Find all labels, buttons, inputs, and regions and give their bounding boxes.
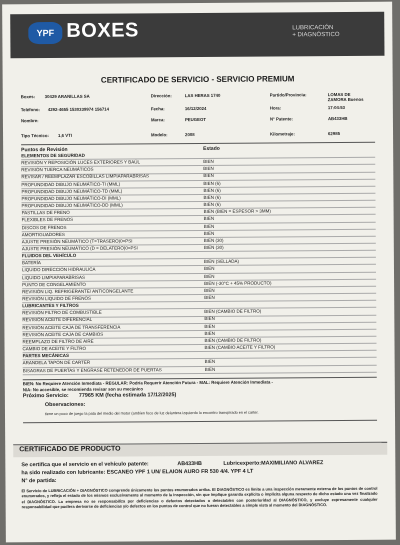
partido-label: Partido/Provincia: bbox=[269, 92, 307, 98]
proximo-value: 77965 KM (fecha estimada 17/12/2025) bbox=[78, 392, 177, 399]
revision-estado: BIEN (SELLADA) bbox=[203, 258, 239, 265]
revision-estado: BIEN (CAMBIO ACEITE Y FILTRO) bbox=[204, 344, 276, 351]
hora-label: Hora: bbox=[269, 105, 282, 111]
revision-item: CAMBIO DE ACEITE Y FILTRO bbox=[22, 345, 87, 352]
divider-observaciones bbox=[23, 420, 377, 423]
revision-estado: BIEN bbox=[204, 294, 215, 300]
revision-estado: BIEN (6) bbox=[203, 180, 221, 186]
observaciones-label: Observaciones: bbox=[44, 401, 86, 409]
partido-value-1: LOMAS DE bbox=[327, 91, 351, 98]
revision-estado: BIEN bbox=[203, 266, 215, 272]
producto-line-1: Se certifica que el servicio en el vehículo patente: bbox=[21, 461, 149, 469]
hora-value: 17:04:53 bbox=[327, 104, 346, 111]
revision-estado: BIEN bbox=[203, 159, 214, 165]
producto-lubricexperto: Lubricexperto:MAXIMILIANO ALVAREZ bbox=[223, 460, 324, 467]
row-divider bbox=[22, 228, 376, 231]
boxes-label: Boxes: bbox=[20, 94, 36, 100]
telefono-value: 4292-4655 1530339974 156714 bbox=[47, 106, 110, 113]
marca-value: PEUGEOT bbox=[184, 116, 206, 123]
revision-item: REVISIÓN ACEITE CAJA DE TRANSFERENCIA bbox=[22, 324, 121, 330]
row-divider bbox=[22, 221, 376, 224]
section-heading: LUBRICANTES Y FILTROS bbox=[22, 302, 79, 309]
telefono-label: Teléfono: bbox=[20, 107, 40, 113]
fecha-label: Fecha: bbox=[150, 106, 165, 112]
patente-value: AB433HB bbox=[327, 115, 348, 122]
observaciones-value: tiene un poco de juego la pata del medio del motor (ambien foco de luz delantera izquierdo lo encontro transpirado en el carter. bbox=[44, 410, 259, 417]
proximo-label: Próximo Servicio: bbox=[22, 392, 69, 400]
revision-item: REVISIÓN LIQ. REFRIGERANTE/ ANTICONGELANTE bbox=[22, 288, 134, 295]
revision-estado: BIEN bbox=[203, 173, 214, 179]
revision-estado: BIEN bbox=[204, 323, 215, 329]
revision-item: REVISIÓN TUERCA NEUMÁTICOS bbox=[21, 167, 94, 173]
legend-line-2: N/A: No accesible, se recomienda revisar son su mecánico bbox=[22, 386, 143, 393]
document-title: CERTIFICADO DE SERVICIO - SERVICIO PREMIUM bbox=[100, 74, 295, 85]
partido-value-2: ZAMORA Buenos bbox=[327, 96, 364, 103]
revision-estado: BIEN bbox=[204, 359, 216, 365]
revision-estado: BIEN bbox=[204, 330, 215, 336]
modelo-value: 2008 bbox=[185, 132, 195, 138]
revision-item: PROFUNDIDAD DIBUJO NEUMÁTICO-TI (MML) bbox=[21, 181, 121, 187]
header-tagline bbox=[292, 25, 372, 40]
modelo-label: Modelo: bbox=[151, 132, 168, 138]
col-puntos-header: Puntos de Revisión bbox=[21, 146, 68, 154]
revision-item: PROFUNDIDAD DIBUJO NEUMÁTICO-TD (MML) bbox=[21, 188, 123, 194]
km-label: Kilometraje: bbox=[270, 131, 295, 137]
fecha-value: 16/12/2024 bbox=[184, 105, 207, 112]
tagline-line-1: LUBRICACIÓN bbox=[292, 25, 334, 32]
marca-label: Marca: bbox=[150, 117, 165, 123]
revision-item: REVISAR / REEMPLAZAR ESCOBILLAS LIMPIAPARABRISAS bbox=[21, 173, 150, 180]
section-heading: FLUIDOS DEL VEHÍCULO bbox=[21, 252, 77, 259]
revision-item: PROFUNDIDAD DIBUJO NEUMÁTICO-DI (MML) bbox=[21, 195, 121, 202]
section-heading: ELEMENTOS DE SEGURIDAD bbox=[21, 152, 85, 159]
revision-item: FLEXIBLES DE FRENOS bbox=[21, 217, 74, 223]
revision-estado: BIEN bbox=[204, 316, 215, 322]
ypf-logo: YPF bbox=[28, 22, 62, 44]
revision-item: PROFUNDIDAD DIBUJO NEUMÁTICO-DD (MML) bbox=[21, 202, 123, 209]
revision-item: BATERÍA bbox=[21, 260, 41, 266]
revision-estado: BIEN (6) bbox=[203, 187, 221, 193]
revision-item: PUNTO DE CONGELAMIENTO bbox=[22, 281, 86, 287]
boxes-logo-text: BOXES bbox=[66, 19, 139, 42]
revision-item: ARANDELA TAPÓN DE CARTER bbox=[22, 360, 91, 366]
revision-estado: BIEN (6) bbox=[203, 201, 221, 208]
tipo-value: 1,6 VTI bbox=[58, 132, 72, 138]
divider-top bbox=[21, 142, 375, 145]
revision-item: REVISIÓN ACEITE CAJA DE CAMBIOS bbox=[22, 331, 104, 337]
revision-estado: BIEN bbox=[204, 287, 215, 293]
revision-estado: BIEN bbox=[203, 230, 215, 236]
col-estado-header: Estado bbox=[203, 145, 220, 152]
revision-estado: BIEN (CAMBIO DE FILTRO) bbox=[204, 308, 262, 315]
revision-estado: BIEN (30) bbox=[203, 244, 224, 250]
revision-item: PASTILLAS DE FRENO bbox=[21, 210, 70, 216]
section-heading: PARTES MECÁNICAS bbox=[22, 353, 70, 359]
direccion-value: LAS HERAS 1740 bbox=[184, 92, 221, 99]
certificate-sheet bbox=[2, 2, 396, 543]
revision-item: AJUSTE PRESIÓN NEUMÁTICO (D = DELATERO)0=PSI bbox=[21, 245, 138, 252]
tagline-line-2: + DIAGNÓSTICO bbox=[292, 32, 340, 39]
revision-item: AMORTIGUADORES bbox=[21, 231, 65, 237]
patente-label: N° Patente: bbox=[269, 116, 293, 122]
revision-item: LIQUIDO LIMPIAPARABRISAS bbox=[22, 274, 85, 280]
revision-estado: BIEN (30) bbox=[203, 237, 224, 243]
revision-estado: BIEN bbox=[204, 273, 215, 279]
revision-item: REVISIÓN FILTRO DE COMBUSTIBLE bbox=[22, 309, 102, 316]
revision-item: REVISIÓN ACEITE DIFERENCIAL bbox=[22, 317, 93, 323]
legend-line-1: BIEN: No Requiere Atención Inmediata - REGULAR: Podría Requerir Atención Futura - MAL: Requiere Atención Inmediata - bbox=[22, 379, 273, 387]
revision-estado: BIEN bbox=[203, 223, 215, 229]
revision-item: REEMPLAZO DE FILTRO DE AIRE bbox=[22, 338, 94, 345]
disclaimer-text: El Servicio de LUBRICACIÓN + DIAGNÓSTICO comprende únicamente los puntos enumerados arriba. El DIAGNÓSTICO es límite a una inspección meramente externa de los puntos de control enumerados, y refleja el estado de los mismos exclusivamente al momento de la inspección, sin que implique garantía explícita o implícita alguna respecto de dicho estado una vez finalizado el DIAGNÓSTICO. La empresa no se responsabiliza por deficiencias o defectos detectados o detectables con posterioridad al DIAGNÓSTICO, y excluye expresamente cualquier responsabilidad que pudiera derivarse de deficiencias y/o defectos en los puntos de control que no fueran detectables a simple vista al momento del DIAGNÓSTICO. bbox=[21, 485, 378, 510]
revision-item: LIQUIDO DIRECCIÓN HIDRAULICA bbox=[21, 267, 96, 273]
tipo-label: Tipo Técnico: bbox=[21, 133, 49, 139]
revision-estado: BIEN bbox=[203, 166, 214, 172]
revision-item: REVISIÓN LIQUIDO DE FRENOS bbox=[22, 295, 91, 302]
revision-item: REVISIÓN Y REPOSICIÓN LUCES EXTERIORES Y BAÚL bbox=[21, 159, 140, 166]
revision-estado: BIEN (6) bbox=[203, 194, 221, 200]
producto-patente: AB433HB bbox=[177, 460, 202, 468]
km-value: 62985 bbox=[328, 131, 341, 137]
revision-estado: BIEN (CAMBIO DE FILTRO) bbox=[204, 337, 262, 343]
revision-estado: BIEN (-30°C + 45% PRODUCTO) bbox=[204, 280, 272, 286]
producto-line-2: ha sido realizado con lubricante: ESCANEO YPF 1 UN/ ELAION AURO FR 530 4/4. YPF 4 LT bbox=[21, 468, 254, 477]
producto-partida: N° de partida: bbox=[21, 477, 57, 485]
revision-estado: BIEN bbox=[204, 366, 216, 372]
revision-estado: BIEN (BIEN = ESPESOR > 3MM) bbox=[203, 208, 271, 215]
boxes-value: 30429 ARANILLAS SA bbox=[44, 93, 90, 100]
revision-estado: BIEN bbox=[203, 216, 215, 222]
nombre-label: Nombre: bbox=[20, 118, 39, 124]
revision-item: BISAGRAS DE PUERTAS Y ENGRASE RETENEDOR DE PUERTAS bbox=[22, 366, 162, 373]
revision-item: AJUSTE PRESIÓN NEUMÁTICO (T=TRASERO)0=PSI bbox=[21, 238, 133, 245]
direccion-label: Dirección: bbox=[150, 93, 172, 99]
revision-item: DISCOS DE FRENOS bbox=[21, 224, 67, 230]
row-divider bbox=[22, 214, 376, 217]
producto-title: CERTIFICADO DE PRODUCTO bbox=[19, 445, 121, 454]
